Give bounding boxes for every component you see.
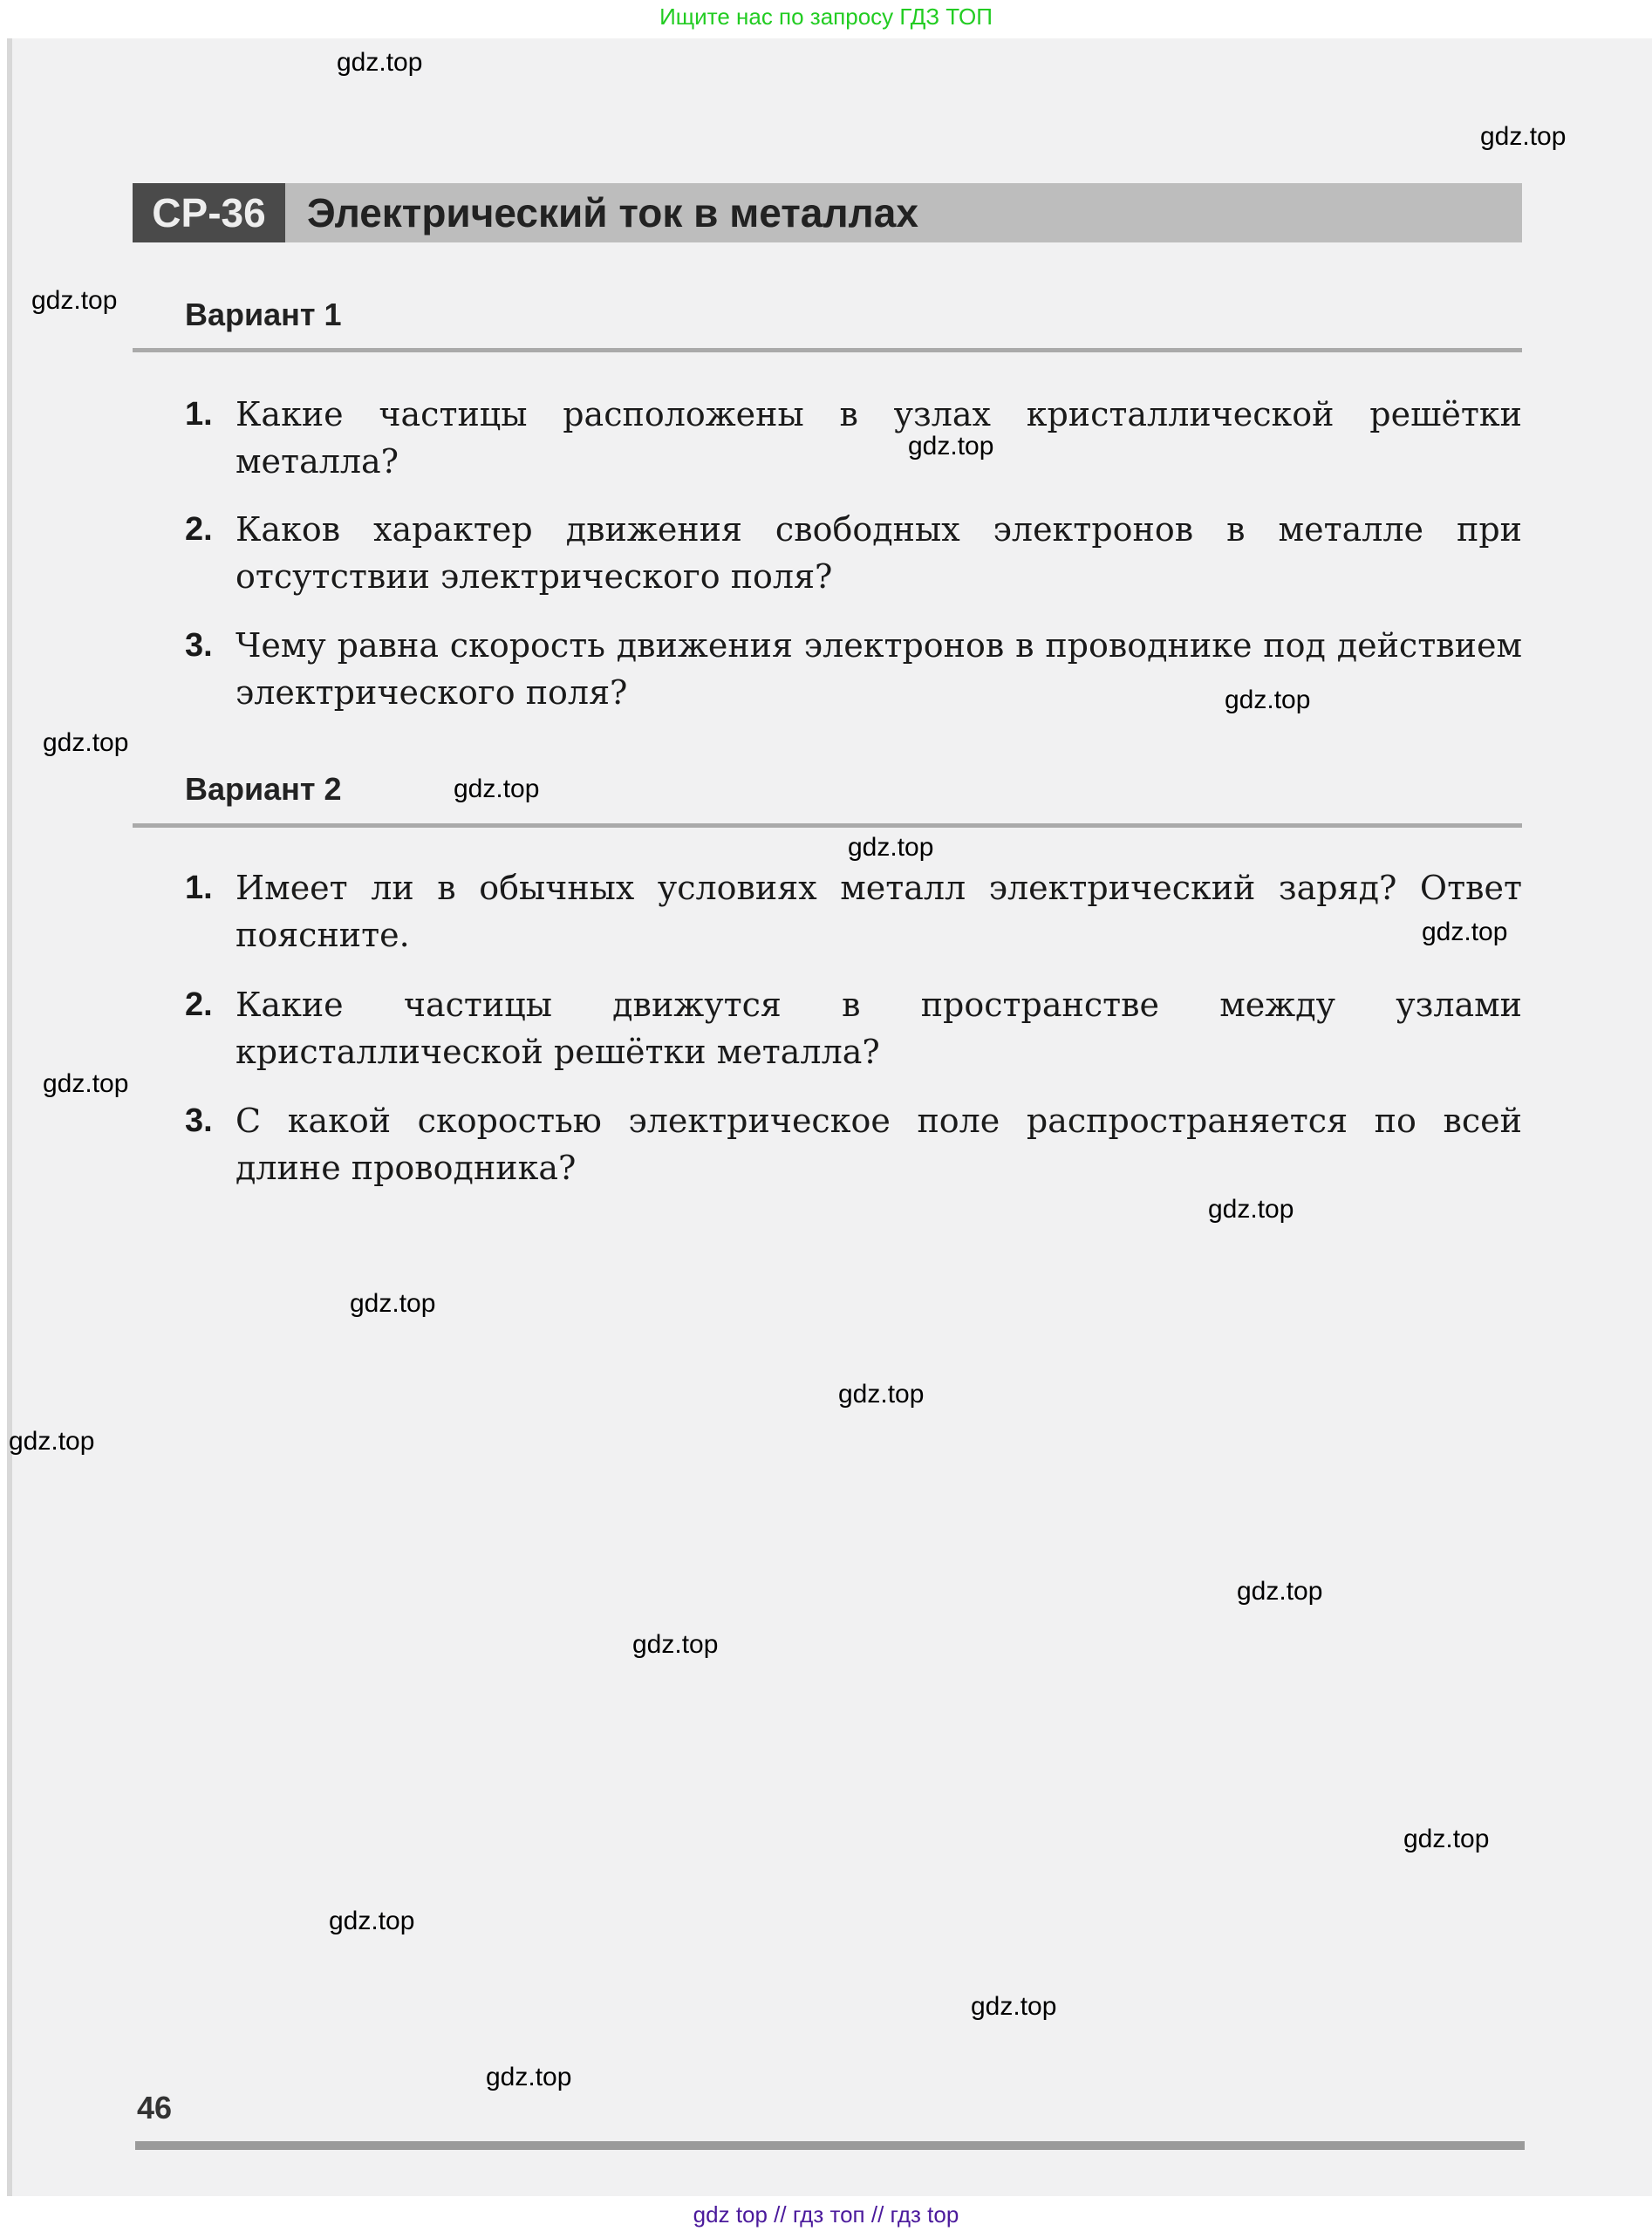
section-title: Электрический ток в металлах bbox=[307, 190, 918, 235]
watermark: gdz.top bbox=[337, 48, 423, 77]
question-number: 3. bbox=[185, 1102, 213, 1139]
question bbox=[185, 1097, 1522, 1191]
watermark: gdz.top bbox=[454, 774, 540, 803]
question-text: Имеет ли в обычных условиях металл электрический заряд? Ответ поясните. bbox=[236, 869, 1522, 954]
watermark: gdz.top bbox=[329, 1907, 415, 1935]
question-number: 2. bbox=[185, 511, 213, 548]
question-text: С какой скоростью электрическое поле распространяется по всей длине проводника? bbox=[236, 1102, 1522, 1187]
question-number: 1. bbox=[185, 870, 213, 906]
watermark: gdz.top bbox=[350, 1289, 436, 1318]
question bbox=[185, 506, 1522, 600]
question-number: 2. bbox=[185, 986, 213, 1023]
watermark: gdz.top bbox=[908, 432, 994, 461]
watermark: gdz.top bbox=[1225, 686, 1311, 714]
watermark: gdz.top bbox=[9, 1427, 95, 1456]
divider bbox=[133, 348, 1522, 352]
variant-1-title: Вариант 1 bbox=[185, 297, 342, 332]
watermark: gdz.top bbox=[1237, 1577, 1323, 1606]
question-number: 1. bbox=[185, 396, 213, 433]
question bbox=[185, 391, 1522, 485]
divider bbox=[133, 823, 1522, 828]
watermark: gdz.top bbox=[43, 728, 129, 757]
watermark: gdz.top bbox=[1403, 1825, 1490, 1853]
question-text: Какие частицы расположены в узлах кристаллической решётки металла? bbox=[236, 395, 1522, 481]
watermark: gdz.top bbox=[1480, 122, 1567, 151]
watermark: gdz.top bbox=[486, 2063, 572, 2091]
question bbox=[185, 864, 1522, 959]
question-text: Какие частицы движутся в пространстве между узлами кристаллической решётки металла? bbox=[236, 986, 1522, 1071]
question bbox=[185, 622, 1522, 716]
watermark: gdz.top bbox=[632, 1630, 719, 1659]
watermark: gdz.top bbox=[838, 1380, 925, 1409]
page-number: 46 bbox=[137, 2090, 173, 2125]
watermark: gdz.top bbox=[971, 1992, 1057, 2021]
watermark: gdz.top bbox=[43, 1069, 129, 1098]
footer-rule bbox=[135, 2141, 1525, 2150]
question-text: Каков характер движения свободных электронов в металле при отсутствии электрического поля? bbox=[236, 510, 1522, 596]
question bbox=[185, 981, 1522, 1075]
variant-2-title: Вариант 2 bbox=[185, 771, 342, 807]
watermark: gdz.top bbox=[1208, 1195, 1294, 1224]
section-header bbox=[133, 183, 1522, 242]
section-number: СР-36 bbox=[133, 183, 285, 242]
bottom-link[interactable]: gdz top // гдз топ // гдз top bbox=[693, 2201, 959, 2228]
question-number: 3. bbox=[185, 627, 213, 664]
question-text: Чему равна скорость движения электронов в проводнике под действием электрического поля? bbox=[236, 626, 1522, 712]
watermark: gdz.top bbox=[31, 286, 118, 315]
top-search-link[interactable]: Ищите нас по запросу ГДЗ ТОП bbox=[659, 3, 993, 30]
watermark: gdz.top bbox=[1422, 918, 1508, 946]
watermark: gdz.top bbox=[848, 833, 934, 862]
